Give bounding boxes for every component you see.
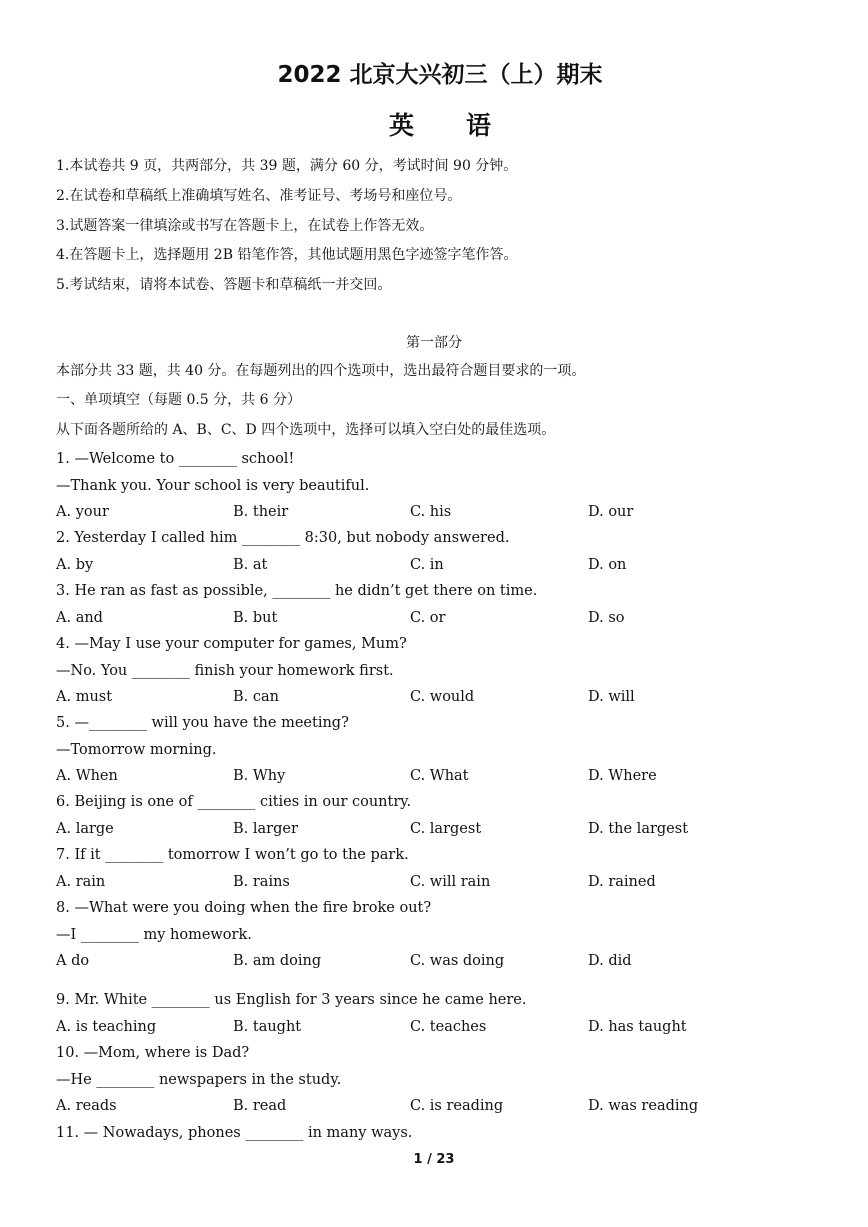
q10-option-a: A. reads xyxy=(56,1098,117,1114)
question-6: 6. Beijing is one of ________ cities in our country. xyxy=(56,794,412,810)
q5-option-a: A. When xyxy=(56,768,118,784)
q2-option-a: A. by xyxy=(56,557,94,573)
q6-option-d: D. the largest xyxy=(588,821,689,837)
q6-option-a: A. large xyxy=(56,821,114,837)
question-8: 8. —What were you doing when the fire broke out? xyxy=(56,900,432,916)
q1-option-b: B. their xyxy=(233,504,289,520)
subject-char-1: 英 xyxy=(388,111,414,140)
question-8-reply: —I ________ my homework. xyxy=(56,927,252,943)
q3-option-b: B. but xyxy=(233,610,278,626)
q5-option-b: B. Why xyxy=(233,768,286,784)
q10-option-d: D. was reading xyxy=(588,1098,699,1114)
q4-option-b: B. can xyxy=(233,689,279,705)
q1-option-c: C. his xyxy=(410,504,452,520)
section-title: 一、单项填空（每题 0.5 分，共 6 分） xyxy=(56,392,301,408)
q5-option-c: C. What xyxy=(410,768,469,784)
q8-option-a: A do xyxy=(56,953,90,969)
q1-option-a: A. your xyxy=(56,504,109,520)
q7-option-c: C. will rain xyxy=(410,874,491,890)
q9-option-b: B. taught xyxy=(233,1019,302,1035)
q5-option-d: D. Where xyxy=(588,768,657,784)
question-3: 3. He ran as fast as possible, ________ he didn’t get there on time. xyxy=(56,583,538,599)
q3-option-d: D. so xyxy=(588,610,625,626)
q2-option-b: B. at xyxy=(233,557,268,573)
question-9: 9. Mr. White ________ us English for 3 years since he came here. xyxy=(56,992,527,1008)
question-7: 7. If it ________ tomorrow I won’t go to the park. xyxy=(56,847,409,863)
q9-option-a: A. is teaching xyxy=(56,1019,157,1035)
part-description: 本部分共 33 题，共 40 分。在每题列出的四个选项中，选出最符合题目要求的一项。 xyxy=(56,363,586,379)
q4-option-a: A. must xyxy=(56,689,113,705)
instruction-1: 1.本试卷共 9 页，共两部分，共 39 题，满分 60 分，考试时间 90 分钟。 xyxy=(56,158,518,174)
q1-option-d: D. our xyxy=(588,504,634,520)
q9-option-c: C. teaches xyxy=(410,1019,487,1035)
q6-option-c: C. largest xyxy=(410,821,482,837)
q2-option-c: C. in xyxy=(410,557,444,573)
q8-option-d: D. did xyxy=(588,953,632,969)
question-10-reply: —He ________ newspapers in the study. xyxy=(56,1072,342,1088)
q4-option-d: D. will xyxy=(588,689,635,705)
question-1: 1. —Welcome to ________ school! xyxy=(56,451,295,467)
question-2: 2. Yesterday I called him ________ 8:30, but nobody answered. xyxy=(56,530,510,546)
subject-char-2: 语 xyxy=(466,111,492,140)
instruction-3: 3.试题答案一律填涂或书写在答题卡上，在试卷上作答无效。 xyxy=(56,218,434,234)
q7-option-d: D. rained xyxy=(588,874,656,890)
q7-option-b: B. rains xyxy=(233,874,290,890)
subject-heading xyxy=(0,106,868,142)
q10-option-b: B. read xyxy=(233,1098,287,1114)
q9-option-d: D. has taught xyxy=(588,1019,687,1035)
q3-option-c: C. or xyxy=(410,610,446,626)
q8-option-b: B. am doing xyxy=(233,953,322,969)
instruction-2: 2.在试卷和草稿纸上准确填写姓名、准考证号、考场号和座位号。 xyxy=(56,188,462,204)
instruction-4: 4.在答题卡上，选择题用 2B 铅笔作答，其他试题用黑色字迹签字笔作答。 xyxy=(56,247,518,263)
instruction-5: 5.考试结束，请将本试卷、答题卡和草稿纸一并交回。 xyxy=(56,277,392,293)
q7-option-a: A. rain xyxy=(56,874,106,890)
exam-title: 2022 北京大兴初三（上）期末 xyxy=(277,62,603,88)
q3-option-a: A. and xyxy=(56,610,103,626)
section-description: 从下面各题所给的 A、B、C、D 四个选项中，选择可以填入空白处的最佳选项。 xyxy=(56,422,556,438)
q6-option-b: B. larger xyxy=(233,821,298,837)
q4-option-c: C. would xyxy=(410,689,475,705)
q2-option-d: D. on xyxy=(588,557,627,573)
question-4-reply: —No. You ________ finish your homework first. xyxy=(56,663,394,679)
page-number: 1 / 23 xyxy=(413,1152,455,1167)
question-1-reply: —Thank you. Your school is very beautiful. xyxy=(56,478,370,494)
q8-option-c: C. was doing xyxy=(410,953,505,969)
question-5: 5. —________ will you have the meeting? xyxy=(56,715,349,731)
question-11: 11. — Nowadays, phones ________ in many ways. xyxy=(56,1125,413,1141)
question-10: 10. —Mom, where is Dad? xyxy=(56,1045,250,1061)
question-5-reply: —Tomorrow morning. xyxy=(56,742,217,758)
question-4: 4. —May I use your computer for games, Mum? xyxy=(56,636,407,652)
part-title: 第一部分 xyxy=(406,335,462,351)
q10-option-c: C. is reading xyxy=(410,1098,504,1114)
